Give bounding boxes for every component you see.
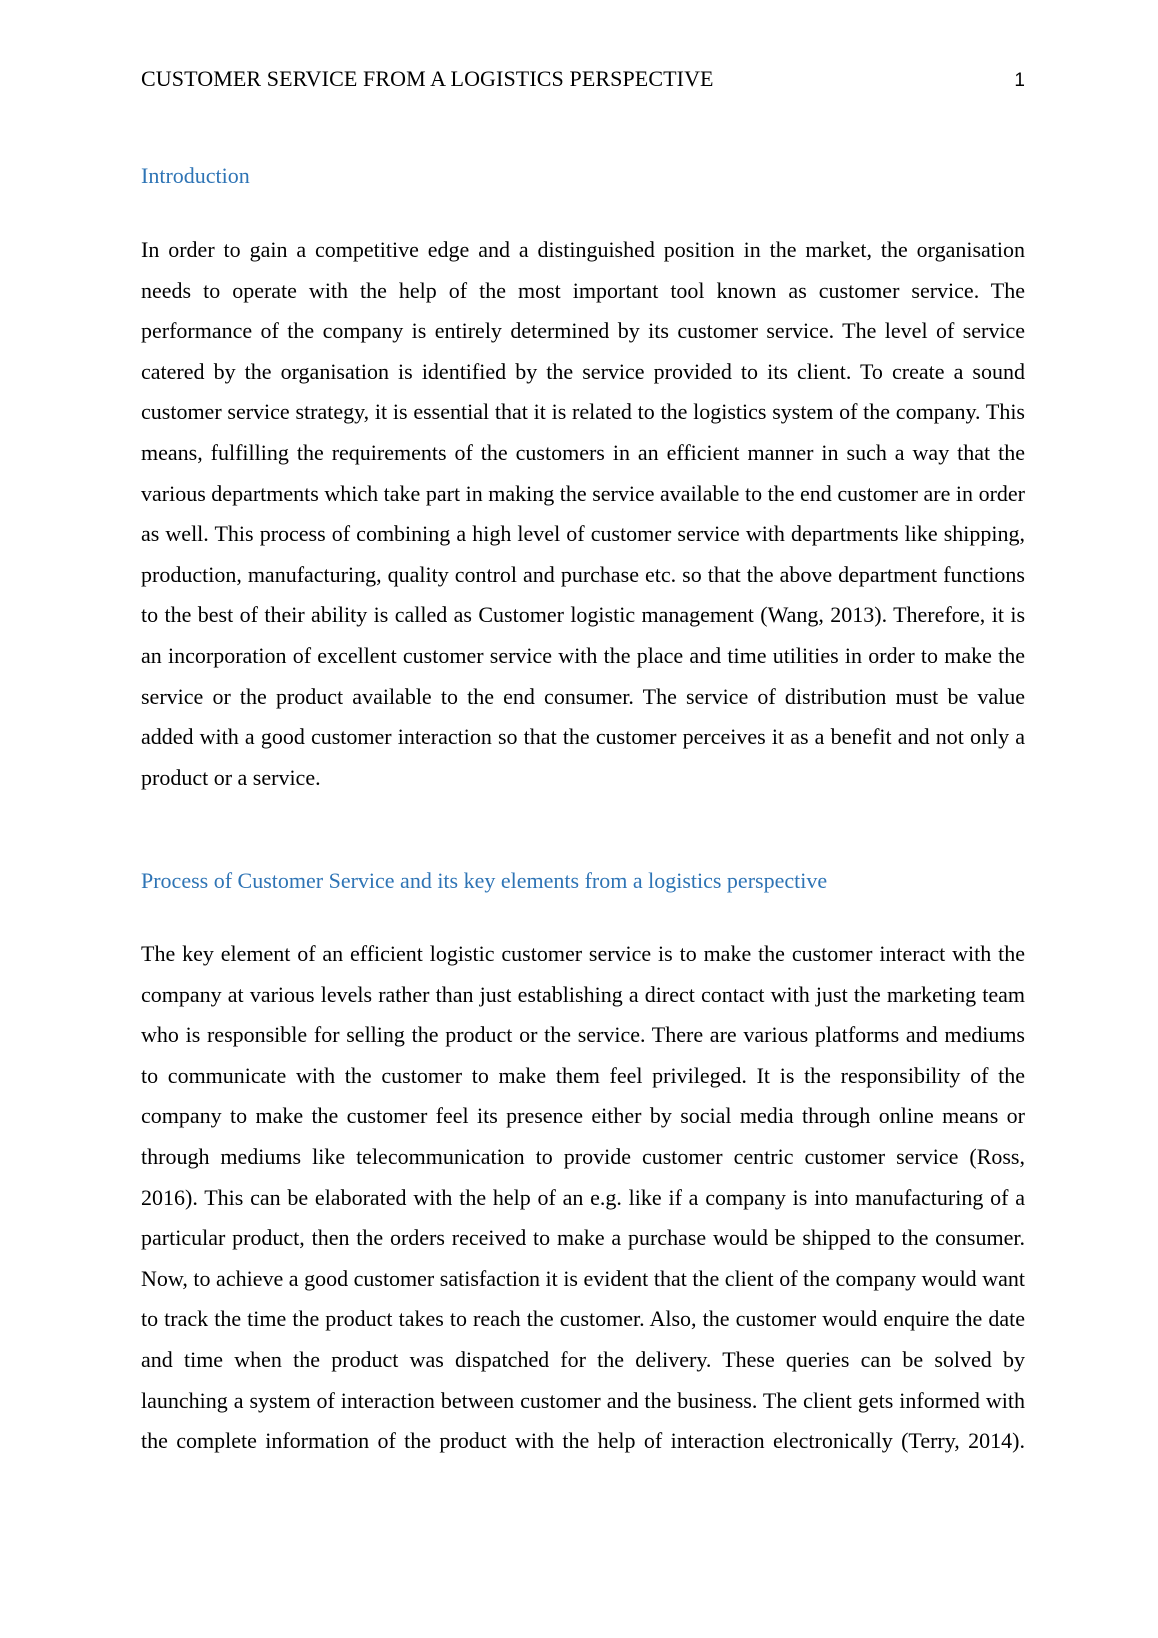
running-title: CUSTOMER SERVICE FROM A LOGISTICS PERSPECTIVE <box>141 66 714 91</box>
section-heading-introduction: Introduction <box>141 163 250 188</box>
running-header <box>141 66 1025 96</box>
section-heading-process: Process of Customer Service and its key elements from a logistics perspective <box>141 868 828 893</box>
process-paragraph: The key element of an efficient logistic customer service is to make the customer interact with the company at various levels rather than just establishing a direct contact with just the marketing team who is responsible for selling the product or the service. There are various platforms and mediums to communicate with the customer to make them feel privileged. It is the responsibility of the company to make the customer feel its presence either by social media through online means or through mediums like telecommunication to provide customer centric customer service (Ross, 2016). This can be elaborated with the help of an e.g. like if a company is into manufacturing of a particular product, then the orders received to make a purchase would be shipped to the consumer. Now, to achieve a good customer satisfaction it is evident that the client of the company would want to track the time the product takes to reach the customer. Also, the customer would enquire the date and time when the product was dispatched for the delivery. These queries can be solved by launching a system of interaction between customer and the business. The client gets informed with the complete information of the product with the help of interaction electronically (Terry, 2014). <box>141 941 1025 1454</box>
introduction-paragraph: In order to gain a competitive edge and a distinguished position in the market, the organisation needs to operate with the help of the most important tool known as customer service. The performance of the company is entirely determined by its customer service. The level of service catered by the organisation is identified by the service provided to its client. To create a sound customer service strategy, it is essential that it is related to the logistics system of the company. This means, fulfilling the requirements of the customers in an efficient manner in such a way that the various departments which take part in making the service available to the end customer are in order as well. This process of combining a high level of customer service with departments like shipping, production, manufacturing, quality control and purchase etc. so that the above department functions to the best of their ability is called as Customer logistic management (Wang, 2013). Therefore, it is an incorporation of excellent customer service with the place and time utilities in order to make the service or the product available to the end consumer. The service of distribution must be value added with a good customer interaction so that the customer perceives it as a benefit and not only a product or a service. <box>141 237 1025 790</box>
page-number: 1 <box>1014 70 1025 91</box>
